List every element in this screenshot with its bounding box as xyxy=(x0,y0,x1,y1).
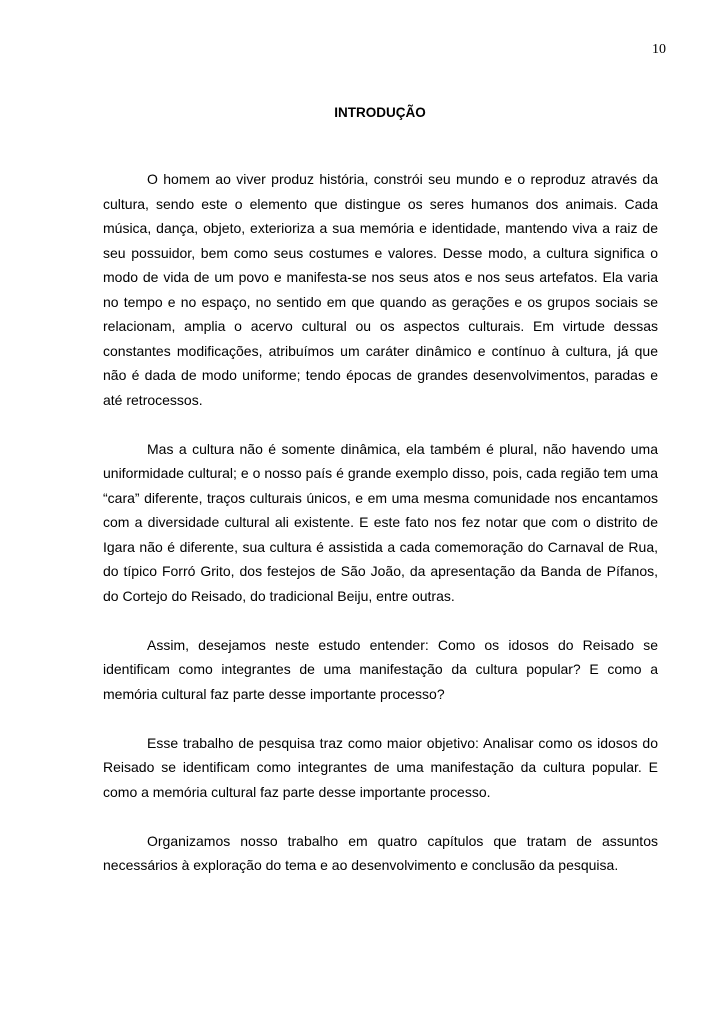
body-text xyxy=(103,167,658,902)
paragraph-1: O homem ao viver produz história, constrói seu mundo e o reproduz através da cultura, sendo este o elemento que distingue os seres humanos dos animais. Cada música, dança, objeto, exterioriza a sua memória e identidade, mantendo viva a raiz de seu possuidor, bem como seus costumes e valores. Desse modo, a cultura significa o modo de vida de um povo e manifesta-se nos seus atos e nos seus artefatos. Ela varia no tempo e no espaço, no sentido em que quando as gerações e os grupos sociais se relacionam, amplia o acervo cultural ou os aspectos culturais. Em virtude dessas constantes modificações, atribuímos um caráter dinâmico e contínuo à cultura, já que não é dada de modo uniforme; tendo épocas de grandes desenvolvimentos, paradas e até retrocessos. xyxy=(103,171,658,408)
paragraph-3: Assim, desejamos neste estudo entender: Como os idosos do Reisado se identificam como integrantes de uma manifestação da cultura popular? E como a memória cultural faz parte desse importante processo? xyxy=(103,636,658,702)
paragraph-5: Organizamos nosso trabalho em quatro capítulos que tratam de assuntos necessários à exploração do tema e ao desenvolvimento e conclusão da pesquisa. xyxy=(103,832,658,873)
page-number: 10 xyxy=(652,42,666,57)
paragraph-2: Mas a cultura não é somente dinâmica, ela também é plural, não havendo uma uniformidade cultural; e o nosso país é grande exemplo disso, pois, cada região tem uma “cara” diferente, traços culturais únicos, e em uma mesma comunidade nos encantamos com a diversidade cultural ali existente. E este fato nos fez notar que com o distrito de Igara não é diferente, sua cultura é assistida a cada comemoração do Carnaval de Rua, do típico Forró Grito, dos festejos de São João, da apresentação da Banda de Pífanos, do Cortejo do Reisado, do tradicional Beiju, entre outras. xyxy=(103,440,658,604)
section-heading: INTRODUÇÃO xyxy=(334,105,426,120)
paragraph-4: Esse trabalho de pesquisa traz como maior objetivo: Analisar como os idosos do Reisado se identificam como integrantes de uma manifestação da cultura popular. E como a memória cultural faz parte desse importante processo. xyxy=(103,734,658,800)
